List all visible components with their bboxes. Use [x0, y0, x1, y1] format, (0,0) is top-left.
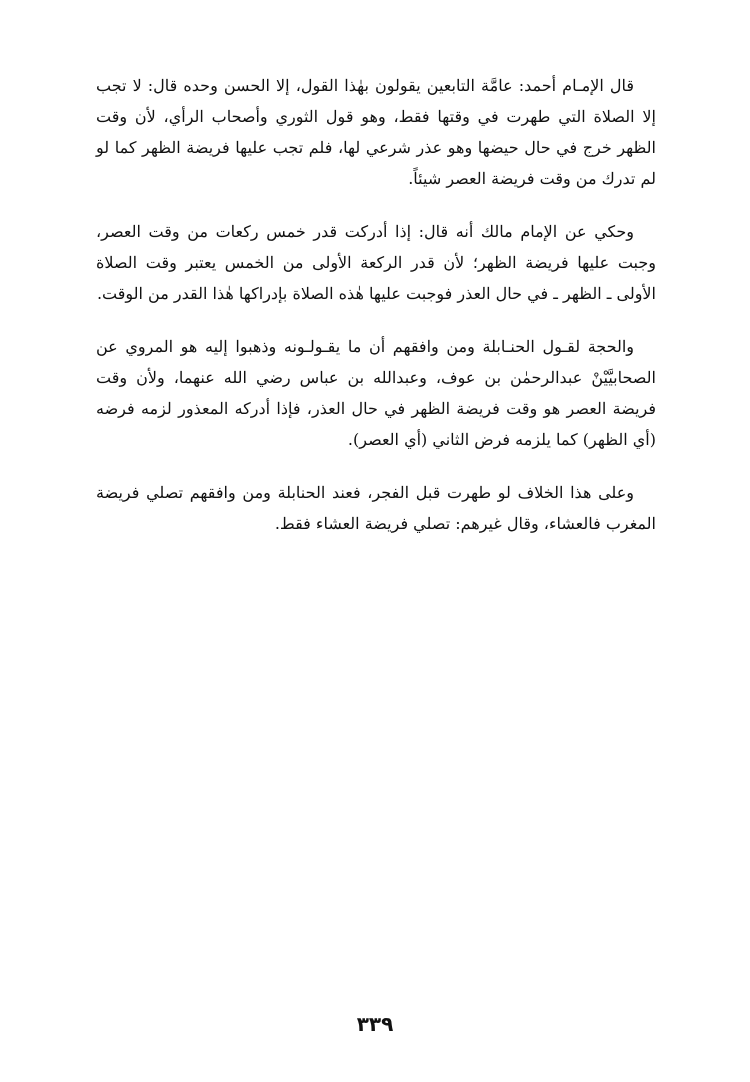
page-number: ٣٣٩: [356, 1012, 394, 1036]
paragraph-4: وعلى هذا الخلاف لو طهرت قبل الفجر، فعند الحنابلة ومن وافقهم تصلي فريضة المغرب فالعشاء، وقال غيرهم: تصلي فريضة العشاء فقط.: [96, 483, 656, 533]
body-text: [96, 70, 656, 561]
paragraph-3: والحجة لقـول الحنـابلة ومن وافقهم أن ما يقـولـونه وذهبوا إليه هو المروي عن الصحابيَّيْنْ عبدالرحمٰن بن عوف، وعبدالله بن عباس رضي الله عنهما، ولأن وقت فريضة العصر هو وقت فريضة الظهر في حال العذر، فإذا أدركه المعذور لزمه فرضه (أي الظهر) كما يلزمه فرض الثاني (أي العصر).: [96, 337, 656, 449]
paragraph-1: قال الإمـام أحمد: عامَّة التابعين يقولون بهٰذا القول، إلا الحسن وحده قال: لا تجب إلا الصلاة التي طهرت في وقتها فقط، وهو قول الثوري وأصحاب الرأي، لأن وقت الظهر خرج في حال حيضها وهو عذر شرعي لها، فلم تجب عليها فريضة الظهر كما لو لم تدرك من وقت فريضة العصر شيئاً.: [96, 76, 656, 188]
paragraph-2: وحكي عن الإمام مالك أنه قال: إذا أدركت قدر خمس ركعات من وقت العصر، وجبت عليها فريضة الظهر؛ لأن قدر الركعة الأولى من الخمس يعتبر وقت الصلاة الأولى ـ الظهر ـ في حال العذر فوجبت عليها هٰذه الصلاة بإدراكها هٰذا القدر من الوقت.: [96, 222, 656, 303]
